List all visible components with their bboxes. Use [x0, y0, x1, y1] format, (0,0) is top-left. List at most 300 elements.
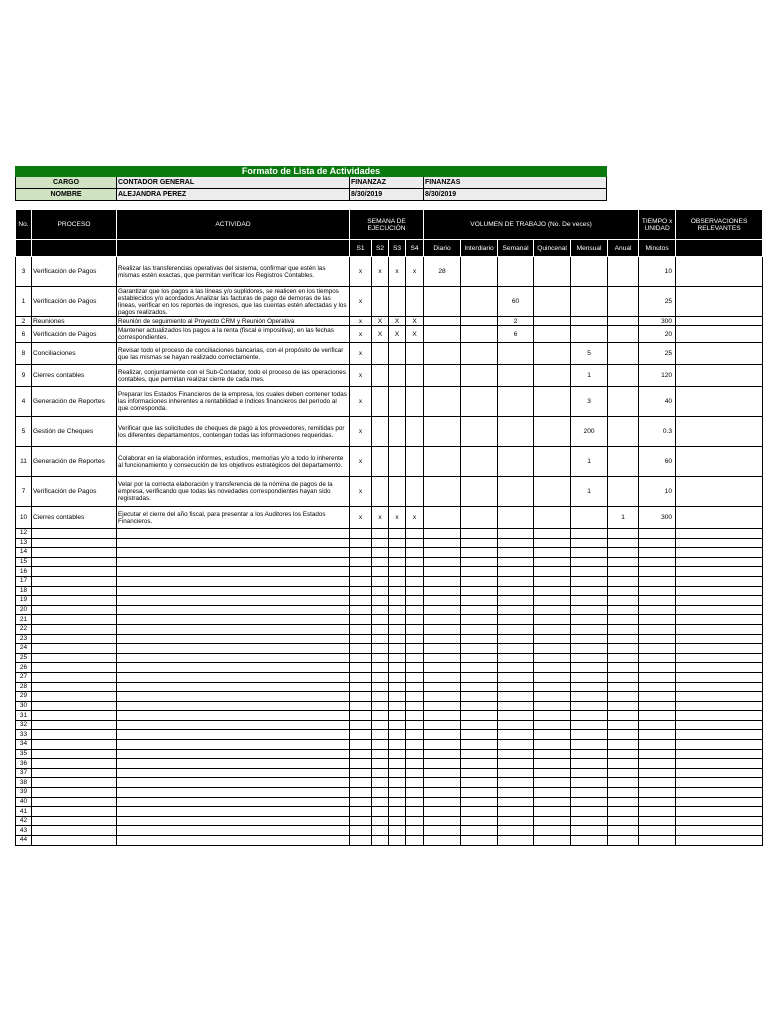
empty-cell[interactable] — [676, 807, 763, 817]
empty-cell[interactable] — [676, 615, 763, 625]
empty-cell[interactable] — [608, 586, 639, 596]
empty-cell[interactable] — [461, 711, 498, 721]
empty-cell[interactable] — [117, 529, 350, 539]
empty-cell[interactable] — [117, 797, 350, 807]
empty-cell[interactable] — [350, 720, 372, 730]
empty-cell[interactable] — [117, 730, 350, 740]
empty-cell[interactable] — [389, 576, 406, 586]
empty-cell[interactable] — [571, 615, 608, 625]
empty-cell[interactable] — [608, 816, 639, 826]
empty-cell[interactable] — [350, 730, 372, 740]
row-minutos[interactable]: 300 — [639, 507, 676, 529]
row-anual[interactable] — [608, 317, 639, 326]
empty-cell[interactable] — [639, 557, 676, 567]
row-semanal[interactable] — [498, 343, 534, 365]
empty-cell[interactable] — [461, 567, 498, 577]
row-mensual[interactable] — [571, 317, 608, 326]
empty-cell[interactable] — [389, 605, 406, 615]
empty-cell[interactable] — [461, 836, 498, 846]
row-anual[interactable] — [608, 365, 639, 387]
empty-cell[interactable] — [389, 740, 406, 750]
empty-cell[interactable] — [534, 682, 571, 692]
empty-cell[interactable] — [676, 605, 763, 615]
empty-cell[interactable] — [372, 653, 389, 663]
empty-cell[interactable] — [461, 529, 498, 539]
row-s2[interactable] — [372, 447, 389, 477]
empty-cell[interactable] — [406, 768, 424, 778]
empty-cell[interactable] — [534, 557, 571, 567]
empty-cell[interactable] — [461, 653, 498, 663]
empty-cell[interactable] — [32, 749, 117, 759]
row-diario[interactable]: 28 — [424, 257, 461, 287]
empty-cell[interactable] — [639, 836, 676, 846]
empty-cell[interactable] — [117, 624, 350, 634]
empty-cell[interactable] — [32, 548, 117, 558]
empty-cell[interactable] — [350, 672, 372, 682]
empty-cell[interactable] — [676, 663, 763, 673]
empty-cell[interactable] — [676, 644, 763, 654]
empty-cell[interactable] — [117, 740, 350, 750]
empty-cell[interactable] — [372, 538, 389, 548]
empty-cell[interactable] — [608, 576, 639, 586]
row-s1[interactable]: x — [350, 257, 372, 287]
empty-cell[interactable] — [676, 548, 763, 558]
empty-cell[interactable] — [676, 692, 763, 702]
empty-cell[interactable] — [117, 816, 350, 826]
cargo-area[interactable]: FINANZAZ — [350, 177, 424, 189]
empty-cell[interactable] — [461, 634, 498, 644]
empty-cell[interactable] — [639, 605, 676, 615]
empty-cell[interactable] — [389, 529, 406, 539]
empty-cell[interactable] — [461, 720, 498, 730]
empty-cell[interactable] — [32, 682, 117, 692]
empty-cell[interactable] — [571, 826, 608, 836]
empty-cell[interactable] — [608, 548, 639, 558]
empty-cell[interactable] — [372, 576, 389, 586]
empty-cell[interactable] — [498, 634, 534, 644]
empty-cell[interactable] — [571, 576, 608, 586]
empty-cell[interactable] — [676, 596, 763, 606]
empty-cell[interactable] — [389, 692, 406, 702]
empty-cell[interactable] — [406, 672, 424, 682]
empty-cell[interactable] — [498, 826, 534, 836]
empty-cell[interactable] — [406, 797, 424, 807]
empty-cell[interactable] — [639, 624, 676, 634]
empty-cell[interactable] — [32, 816, 117, 826]
empty-cell[interactable] — [461, 605, 498, 615]
empty-cell[interactable] — [406, 567, 424, 577]
empty-cell[interactable] — [608, 836, 639, 846]
empty-cell[interactable] — [608, 701, 639, 711]
row-minutos[interactable]: 25 — [639, 287, 676, 317]
empty-cell[interactable] — [676, 529, 763, 539]
empty-cell[interactable] — [372, 634, 389, 644]
empty-cell[interactable] — [424, 538, 461, 548]
row-s2[interactable] — [372, 417, 389, 447]
empty-cell[interactable] — [461, 788, 498, 798]
empty-cell[interactable] — [676, 816, 763, 826]
row-s1[interactable]: x — [350, 287, 372, 317]
empty-cell[interactable] — [498, 778, 534, 788]
row-s3[interactable] — [389, 417, 406, 447]
empty-cell[interactable] — [350, 596, 372, 606]
empty-cell[interactable] — [389, 788, 406, 798]
empty-cell[interactable] — [117, 759, 350, 769]
row-quincenal[interactable] — [534, 477, 571, 507]
empty-cell[interactable] — [350, 557, 372, 567]
empty-cell[interactable] — [350, 778, 372, 788]
empty-cell[interactable] — [117, 749, 350, 759]
row-s3[interactable]: x — [389, 507, 406, 529]
empty-cell[interactable] — [406, 730, 424, 740]
empty-cell[interactable] — [534, 826, 571, 836]
empty-cell[interactable] — [389, 749, 406, 759]
empty-cell[interactable] — [424, 682, 461, 692]
row-interdiario[interactable] — [461, 447, 498, 477]
empty-cell[interactable] — [424, 634, 461, 644]
empty-cell[interactable] — [350, 740, 372, 750]
empty-cell[interactable] — [639, 596, 676, 606]
empty-cell[interactable] — [424, 749, 461, 759]
empty-cell[interactable] — [32, 788, 117, 798]
empty-cell[interactable] — [639, 701, 676, 711]
nombre-date-2[interactable]: 8/30/2019 — [424, 189, 607, 201]
row-s2[interactable]: X — [372, 326, 389, 343]
row-anual[interactable] — [608, 326, 639, 343]
row-minutos[interactable]: 25 — [639, 343, 676, 365]
empty-cell[interactable] — [32, 605, 117, 615]
empty-cell[interactable] — [32, 586, 117, 596]
empty-cell[interactable] — [534, 749, 571, 759]
empty-cell[interactable] — [117, 644, 350, 654]
empty-cell[interactable] — [534, 701, 571, 711]
row-semanal[interactable] — [498, 417, 534, 447]
empty-cell[interactable] — [406, 663, 424, 673]
empty-cell[interactable] — [424, 615, 461, 625]
empty-cell[interactable] — [498, 663, 534, 673]
empty-cell[interactable] — [534, 807, 571, 817]
cargo-value[interactable]: CONTADOR GENERAL — [117, 177, 350, 189]
empty-cell[interactable] — [389, 615, 406, 625]
row-mensual[interactable] — [571, 287, 608, 317]
empty-cell[interactable] — [389, 768, 406, 778]
empty-cell[interactable] — [676, 788, 763, 798]
empty-cell[interactable] — [639, 816, 676, 826]
empty-cell[interactable] — [406, 720, 424, 730]
empty-cell[interactable] — [676, 701, 763, 711]
empty-cell[interactable] — [372, 740, 389, 750]
row-diario[interactable] — [424, 417, 461, 447]
empty-cell[interactable] — [534, 720, 571, 730]
empty-cell[interactable] — [389, 836, 406, 846]
cargo-area-2[interactable]: FINANZAS — [424, 177, 607, 189]
empty-cell[interactable] — [424, 596, 461, 606]
empty-cell[interactable] — [424, 692, 461, 702]
empty-cell[interactable] — [350, 663, 372, 673]
row-observaciones[interactable] — [676, 477, 763, 507]
empty-cell[interactable] — [608, 557, 639, 567]
empty-cell[interactable] — [676, 749, 763, 759]
row-s2[interactable] — [372, 287, 389, 317]
empty-cell[interactable] — [406, 529, 424, 539]
empty-cell[interactable] — [534, 778, 571, 788]
empty-cell[interactable] — [571, 634, 608, 644]
empty-cell[interactable] — [571, 759, 608, 769]
empty-cell[interactable] — [608, 740, 639, 750]
row-semanal[interactable] — [498, 507, 534, 529]
empty-cell[interactable] — [389, 586, 406, 596]
empty-cell[interactable] — [534, 788, 571, 798]
empty-cell[interactable] — [498, 538, 534, 548]
empty-cell[interactable] — [389, 720, 406, 730]
empty-cell[interactable] — [406, 557, 424, 567]
empty-cell[interactable] — [424, 788, 461, 798]
empty-cell[interactable] — [32, 567, 117, 577]
empty-cell[interactable] — [350, 682, 372, 692]
empty-cell[interactable] — [461, 701, 498, 711]
row-mensual[interactable] — [571, 257, 608, 287]
empty-cell[interactable] — [498, 557, 534, 567]
empty-cell[interactable] — [424, 768, 461, 778]
empty-cell[interactable] — [571, 538, 608, 548]
row-s2[interactable] — [372, 365, 389, 387]
row-s4[interactable]: X — [406, 317, 424, 326]
empty-cell[interactable] — [406, 615, 424, 625]
row-observaciones[interactable] — [676, 287, 763, 317]
row-anual[interactable] — [608, 257, 639, 287]
empty-cell[interactable] — [117, 567, 350, 577]
empty-cell[interactable] — [608, 720, 639, 730]
empty-cell[interactable] — [350, 653, 372, 663]
empty-cell[interactable] — [117, 663, 350, 673]
empty-cell[interactable] — [676, 720, 763, 730]
empty-cell[interactable] — [32, 576, 117, 586]
empty-cell[interactable] — [350, 548, 372, 558]
empty-cell[interactable] — [424, 778, 461, 788]
row-s4[interactable] — [406, 477, 424, 507]
empty-cell[interactable] — [461, 586, 498, 596]
empty-cell[interactable] — [461, 807, 498, 817]
row-interdiario[interactable] — [461, 287, 498, 317]
row-quincenal[interactable] — [534, 365, 571, 387]
row-minutos[interactable]: 20 — [639, 326, 676, 343]
row-interdiario[interactable] — [461, 326, 498, 343]
empty-cell[interactable] — [406, 836, 424, 846]
empty-cell[interactable] — [534, 605, 571, 615]
row-observaciones[interactable] — [676, 326, 763, 343]
row-quincenal[interactable] — [534, 447, 571, 477]
empty-cell[interactable] — [676, 624, 763, 634]
row-semanal[interactable] — [498, 447, 534, 477]
empty-cell[interactable] — [372, 548, 389, 558]
empty-cell[interactable] — [117, 692, 350, 702]
row-interdiario[interactable] — [461, 317, 498, 326]
row-mensual[interactable]: 1 — [571, 365, 608, 387]
empty-cell[interactable] — [639, 749, 676, 759]
empty-cell[interactable] — [372, 672, 389, 682]
row-s4[interactable]: x — [406, 257, 424, 287]
empty-cell[interactable] — [571, 797, 608, 807]
row-anual[interactable] — [608, 477, 639, 507]
empty-cell[interactable] — [461, 740, 498, 750]
empty-cell[interactable] — [608, 653, 639, 663]
empty-cell[interactable] — [389, 807, 406, 817]
row-diario[interactable] — [424, 343, 461, 365]
empty-cell[interactable] — [608, 749, 639, 759]
empty-cell[interactable] — [461, 730, 498, 740]
empty-cell[interactable] — [372, 567, 389, 577]
empty-cell[interactable] — [676, 634, 763, 644]
empty-cell[interactable] — [461, 663, 498, 673]
empty-cell[interactable] — [424, 663, 461, 673]
empty-cell[interactable] — [639, 740, 676, 750]
empty-cell[interactable] — [424, 826, 461, 836]
row-interdiario[interactable] — [461, 507, 498, 529]
empty-cell[interactable] — [389, 711, 406, 721]
row-s3[interactable]: x — [389, 257, 406, 287]
empty-cell[interactable] — [350, 836, 372, 846]
empty-cell[interactable] — [676, 672, 763, 682]
empty-cell[interactable] — [639, 634, 676, 644]
row-diario[interactable] — [424, 387, 461, 417]
empty-cell[interactable] — [639, 567, 676, 577]
empty-cell[interactable] — [498, 730, 534, 740]
empty-cell[interactable] — [639, 720, 676, 730]
row-observaciones[interactable] — [676, 387, 763, 417]
empty-cell[interactable] — [350, 644, 372, 654]
empty-cell[interactable] — [608, 807, 639, 817]
empty-cell[interactable] — [534, 836, 571, 846]
empty-cell[interactable] — [608, 672, 639, 682]
row-mensual[interactable]: 5 — [571, 343, 608, 365]
empty-cell[interactable] — [424, 730, 461, 740]
empty-cell[interactable] — [424, 701, 461, 711]
empty-cell[interactable] — [498, 692, 534, 702]
empty-cell[interactable] — [117, 826, 350, 836]
empty-cell[interactable] — [498, 788, 534, 798]
empty-cell[interactable] — [372, 749, 389, 759]
empty-cell[interactable] — [534, 576, 571, 586]
empty-cell[interactable] — [406, 788, 424, 798]
empty-cell[interactable] — [424, 797, 461, 807]
empty-cell[interactable] — [608, 529, 639, 539]
row-diario[interactable] — [424, 365, 461, 387]
empty-cell[interactable] — [350, 797, 372, 807]
row-minutos[interactable]: 40 — [639, 387, 676, 417]
empty-cell[interactable] — [534, 538, 571, 548]
empty-cell[interactable] — [571, 816, 608, 826]
empty-cell[interactable] — [350, 624, 372, 634]
empty-cell[interactable] — [32, 529, 117, 539]
empty-cell[interactable] — [117, 711, 350, 721]
empty-cell[interactable] — [676, 826, 763, 836]
row-mensual[interactable] — [571, 326, 608, 343]
empty-cell[interactable] — [424, 836, 461, 846]
empty-cell[interactable] — [372, 596, 389, 606]
empty-cell[interactable] — [389, 826, 406, 836]
empty-cell[interactable] — [534, 692, 571, 702]
row-s1[interactable]: x — [350, 317, 372, 326]
empty-cell[interactable] — [32, 624, 117, 634]
row-interdiario[interactable] — [461, 343, 498, 365]
empty-cell[interactable] — [406, 778, 424, 788]
empty-cell[interactable] — [498, 529, 534, 539]
row-interdiario[interactable] — [461, 365, 498, 387]
empty-cell[interactable] — [608, 605, 639, 615]
empty-cell[interactable] — [389, 701, 406, 711]
empty-cell[interactable] — [350, 567, 372, 577]
empty-cell[interactable] — [350, 768, 372, 778]
row-minutos[interactable]: 10 — [639, 477, 676, 507]
empty-cell[interactable] — [461, 682, 498, 692]
empty-cell[interactable] — [461, 615, 498, 625]
empty-cell[interactable] — [389, 644, 406, 654]
empty-cell[interactable] — [372, 644, 389, 654]
empty-cell[interactable] — [534, 759, 571, 769]
empty-cell[interactable] — [406, 692, 424, 702]
row-quincenal[interactable] — [534, 257, 571, 287]
empty-cell[interactable] — [32, 826, 117, 836]
empty-cell[interactable] — [534, 548, 571, 558]
empty-cell[interactable] — [534, 816, 571, 826]
empty-cell[interactable] — [461, 797, 498, 807]
empty-cell[interactable] — [406, 807, 424, 817]
empty-cell[interactable] — [571, 557, 608, 567]
empty-cell[interactable] — [498, 576, 534, 586]
empty-cell[interactable] — [406, 749, 424, 759]
row-semanal[interactable] — [498, 477, 534, 507]
row-interdiario[interactable] — [461, 417, 498, 447]
empty-cell[interactable] — [498, 816, 534, 826]
empty-cell[interactable] — [676, 538, 763, 548]
empty-cell[interactable] — [424, 740, 461, 750]
empty-cell[interactable] — [639, 730, 676, 740]
empty-cell[interactable] — [498, 605, 534, 615]
empty-cell[interactable] — [350, 701, 372, 711]
empty-cell[interactable] — [350, 605, 372, 615]
empty-cell[interactable] — [350, 826, 372, 836]
empty-cell[interactable] — [389, 653, 406, 663]
row-s4[interactable] — [406, 287, 424, 317]
empty-cell[interactable] — [372, 720, 389, 730]
empty-cell[interactable] — [461, 548, 498, 558]
row-s2[interactable]: X — [372, 317, 389, 326]
empty-cell[interactable] — [350, 788, 372, 798]
row-anual[interactable]: 1 — [608, 507, 639, 529]
empty-cell[interactable] — [639, 768, 676, 778]
empty-cell[interactable] — [32, 720, 117, 730]
empty-cell[interactable] — [461, 749, 498, 759]
empty-cell[interactable] — [372, 663, 389, 673]
row-observaciones[interactable] — [676, 257, 763, 287]
empty-cell[interactable] — [639, 711, 676, 721]
row-s3[interactable]: X — [389, 317, 406, 326]
empty-cell[interactable] — [534, 586, 571, 596]
empty-cell[interactable] — [389, 672, 406, 682]
row-semanal[interactable]: 6 — [498, 326, 534, 343]
empty-cell[interactable] — [117, 634, 350, 644]
row-diario[interactable] — [424, 507, 461, 529]
row-minutos[interactable]: 0.3 — [639, 417, 676, 447]
empty-cell[interactable] — [372, 682, 389, 692]
empty-cell[interactable] — [571, 778, 608, 788]
empty-cell[interactable] — [389, 778, 406, 788]
row-quincenal[interactable] — [534, 287, 571, 317]
empty-cell[interactable] — [389, 548, 406, 558]
row-s1[interactable]: x — [350, 343, 372, 365]
empty-cell[interactable] — [406, 596, 424, 606]
empty-cell[interactable] — [406, 701, 424, 711]
